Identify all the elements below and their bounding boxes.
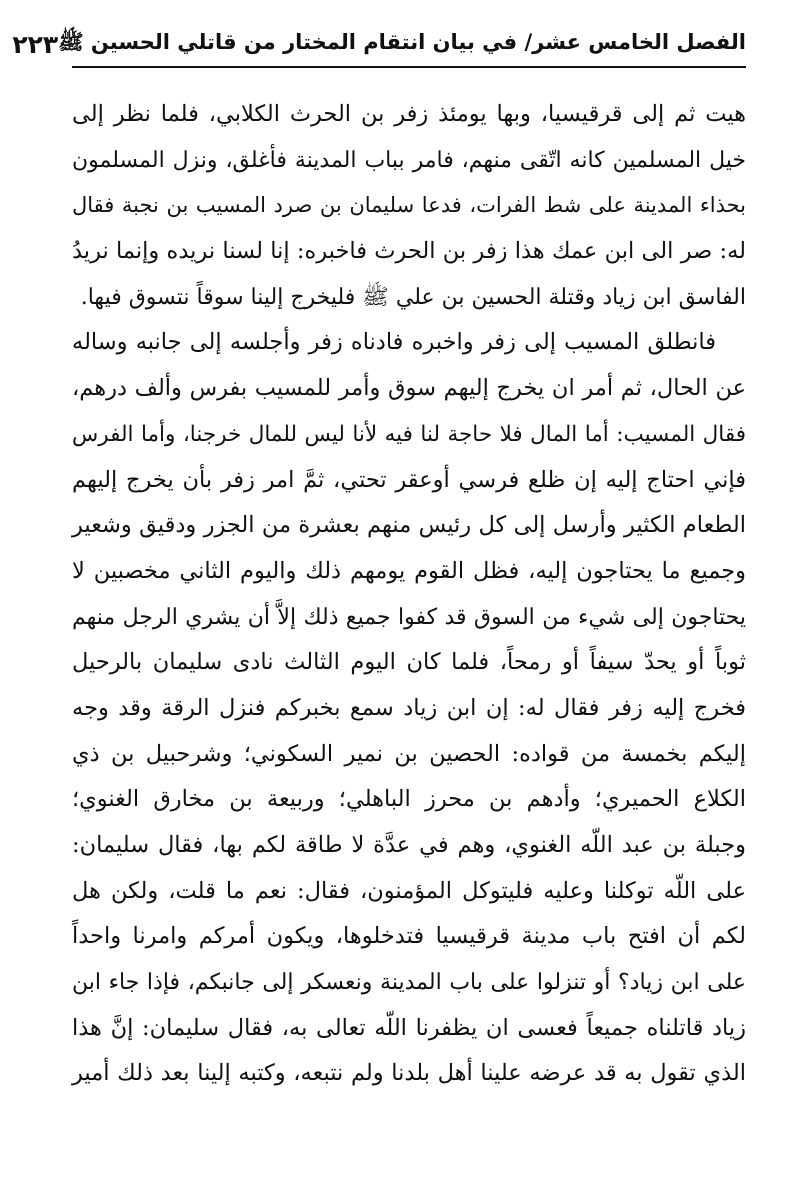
text-line: الذي تقول به قد عرضه علينا أهل بلدنا ولم نتبعه، وكتبه إلينا بعد ذلك أمير (72, 1060, 746, 1087)
text-line: فانطلق المسيب إلى زفر واخبره فادناه زفر وأجلسه إلى جانبه وساله (72, 329, 716, 356)
text-line: بحذاء المدينة على شط الفرات، فدعا سليمان بن صرد المسيب بن نجبة فقال (72, 193, 746, 218)
text-line: عن الحال، ثم أمر ان يخرج إليهم سوق وأمر للمسيب بفرس وألف درهم، (72, 375, 746, 402)
page-number: ٢٢٣ (12, 29, 59, 59)
text-line: زياد قاتلناه جميعاً فعسى ان يظفرنا اللّه تعالى به، فقال سليمان: إنَّ هذا (72, 1014, 746, 1041)
text-line: خيل المسلمين كانه اتّقى منهم، فامر بباب المدينة فأغلق، ونزل المسلمون (72, 147, 746, 173)
text-line: الطعام الكثير وأرسل إلى كل رئيس منهم بعشرة من الجزر ودقيق وشعير (72, 512, 746, 539)
text-line: على اللّه توكلنا وعليه فليتوكل المؤمنون، فقال: نعم ما قلت، ولكن هل (72, 877, 746, 904)
text-line: إليكم بخمسة من قواده: الحصين بن نمير السكوني؛ وشرحبيل بن ذي (72, 740, 746, 767)
text-line: ثوباً أو يحدّ سيفاً أو رمحاً، فلما كان اليوم الثالث نادى سليمان بالرحيل (72, 649, 746, 676)
text-line: لكم أن افتح باب مدينة قرقيسيا فتدخلوها، ويكون أمركم وامرنا واحداً (72, 923, 746, 950)
text-line: فقال المسيب: أما المال فلا حاجة لنا فيه لأنا ليس للمال خرجنا، وأما الفرس (72, 421, 746, 447)
text-line: الكلاع الحميري؛ وأدهم بن محرز الباهلي؛ وربيعة بن مخارق الغنوي؛ (72, 786, 746, 813)
text-line: فإني احتاج إليه إن ظلع فرسي أوعقر تحتي، ثمَّ امر زفر بأن يخرج إليهم (72, 466, 746, 493)
text-line: وجبلة بن عبد اللّه الغنوي، وهم في عدَّة لا طاقة لكم بها، فقال سليمان: (72, 832, 746, 858)
page-header (12, 22, 746, 68)
text-line: على ابن زياد؟ أو تنزلوا على باب المدينة ونعسكر إلى جانبكم، فإذا جاء ابن (72, 970, 746, 996)
body-text (72, 92, 746, 1097)
text-line: له: صر الى ابن عمك هذا زفر بن الحرث فاخبره: إنا لسنا نريده وإنما نريدُ (72, 238, 746, 265)
text-line: وجميع ما يحتاجون إليه، فظل القوم يومهم ذلك واليوم الثاني مخصبين لا (72, 557, 746, 584)
text-line: هيت ثم إلى قرقيسيا، وبها يومئذ زفر بن الحرث الكلابي، فلما نظر إلى (72, 101, 746, 127)
text-line: الفاسق ابن زياد وقتلة الحسين بن علي ﷺ فليخرج إلينا سوقاً نتسوق فيها. (80, 284, 746, 310)
running-head: الفصل الخامس عشر/ في بيان انتقام المختار من قاتلي الحسين ﷺ (58, 29, 746, 54)
text-line: يحتاجون إلى شيء من السوق قد كفوا جميع ذلك إلاَّ أن يشري الرجل منهم (72, 604, 746, 630)
text-line: فخرج إليه زفر فقال له: إن ابن زياد سمع بخبركم فنزل الرقة وقد وجه (72, 694, 746, 721)
